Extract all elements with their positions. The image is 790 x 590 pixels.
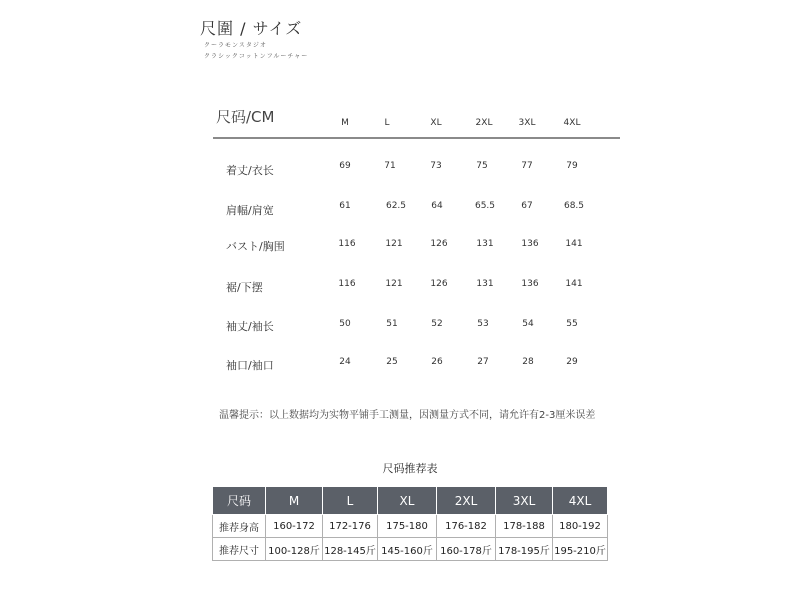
brand-subtitle: クーラモンスタジオ: [204, 42, 267, 49]
table-cell: 62.5: [385, 201, 407, 211]
table-row: [213, 538, 608, 561]
table-header-cell: 4XL: [553, 487, 608, 515]
table-cell: 178-188: [496, 515, 553, 538]
row-label-hem: 裾/下摆: [226, 281, 263, 294]
size-header-4xl: 4XL: [563, 118, 581, 128]
table-header-cell: 2XL: [437, 487, 496, 515]
table-cell: 116: [338, 279, 356, 289]
table-cell: 53: [477, 319, 489, 329]
table-cell: 116: [338, 239, 356, 249]
table-header-cell: M: [266, 487, 323, 515]
table-header-row: [213, 487, 608, 515]
row-label-length: 着丈/衣长: [226, 164, 274, 177]
recommend-table: [212, 486, 608, 561]
table-cell: 52: [431, 319, 443, 329]
table-cell: 65.5: [474, 201, 496, 211]
table-cell: 推荐尺寸: [213, 538, 266, 561]
table-cell: 136: [521, 279, 539, 289]
table-cell: 77: [521, 161, 533, 171]
table-cell: 75: [476, 161, 488, 171]
header-divider: [213, 137, 620, 139]
brand-subtitle-2: クラシックコットンフルーチャー: [204, 53, 309, 60]
table-cell: 54: [522, 319, 534, 329]
table-cell: 145-160斤: [378, 538, 437, 561]
table-header-cell: 3XL: [496, 487, 553, 515]
table-header-cell: 尺码: [213, 487, 266, 515]
table-header-cell: XL: [378, 487, 437, 515]
table-cell: 176-182: [437, 515, 496, 538]
table-cell: 71: [384, 161, 396, 171]
table-cell: 68.5: [563, 201, 585, 211]
table-cell: 64: [431, 201, 443, 211]
table-cell: 126: [430, 279, 448, 289]
row-label-shoulder: 肩幅/肩宽: [226, 204, 274, 217]
table-cell: 128-145斤: [323, 538, 378, 561]
table-cell: 79: [566, 161, 578, 171]
table-cell: 24: [339, 357, 351, 367]
unit-label: 尺码/CM: [216, 108, 275, 126]
table-cell: 195-210斤: [553, 538, 608, 561]
size-header-l: L: [384, 118, 390, 128]
table-cell: 67: [521, 201, 533, 211]
table-cell: 141: [565, 279, 583, 289]
size-header-3xl: 3XL: [518, 118, 536, 128]
table-cell: 29: [566, 357, 578, 367]
table-cell: 55: [566, 319, 578, 329]
table-cell: 160-178斤: [437, 538, 496, 561]
table-cell: 100-128斤: [266, 538, 323, 561]
table-header-cell: L: [323, 487, 378, 515]
size-header-2xl: 2XL: [475, 118, 493, 128]
row-label-cuff: 袖口/袖口: [226, 359, 274, 372]
table-cell: 126: [430, 239, 448, 249]
table-cell: 131: [476, 279, 494, 289]
table-cell: 26: [431, 357, 443, 367]
table-cell: 51: [386, 319, 398, 329]
size-header-m: M: [341, 118, 349, 128]
table-cell: 25: [386, 357, 398, 367]
table-cell: 69: [339, 161, 351, 171]
table-cell: 180-192: [553, 515, 608, 538]
table-cell: 131: [476, 239, 494, 249]
table-cell: 121: [385, 279, 403, 289]
table-cell: 175-180: [378, 515, 437, 538]
table-cell: 160-172: [266, 515, 323, 538]
recommend-title: 尺码推荐表: [382, 462, 438, 475]
table-cell: 178-195斤: [496, 538, 553, 561]
row-label-sleeve: 袖丈/袖长: [226, 320, 274, 333]
table-cell: 73: [430, 161, 442, 171]
measurement-note: 温馨提示：以上数据均为实物平铺手工测量，因测量方式不同，请允许有2-3厘米误差: [219, 410, 596, 421]
size-header-xl: XL: [430, 118, 442, 128]
table-row: [213, 515, 608, 538]
table-cell: 61: [339, 201, 351, 211]
page-title: 尺圍 / サイズ: [200, 19, 303, 38]
table-cell: 172-176: [323, 515, 378, 538]
table-cell: 121: [385, 239, 403, 249]
table-cell: 136: [521, 239, 539, 249]
table-cell: 27: [477, 357, 489, 367]
table-cell: 141: [565, 239, 583, 249]
table-cell: 28: [522, 357, 534, 367]
table-cell: 推荐身高: [213, 515, 266, 538]
row-label-bust: バスト/胸围: [226, 240, 285, 253]
table-cell: 50: [339, 319, 351, 329]
